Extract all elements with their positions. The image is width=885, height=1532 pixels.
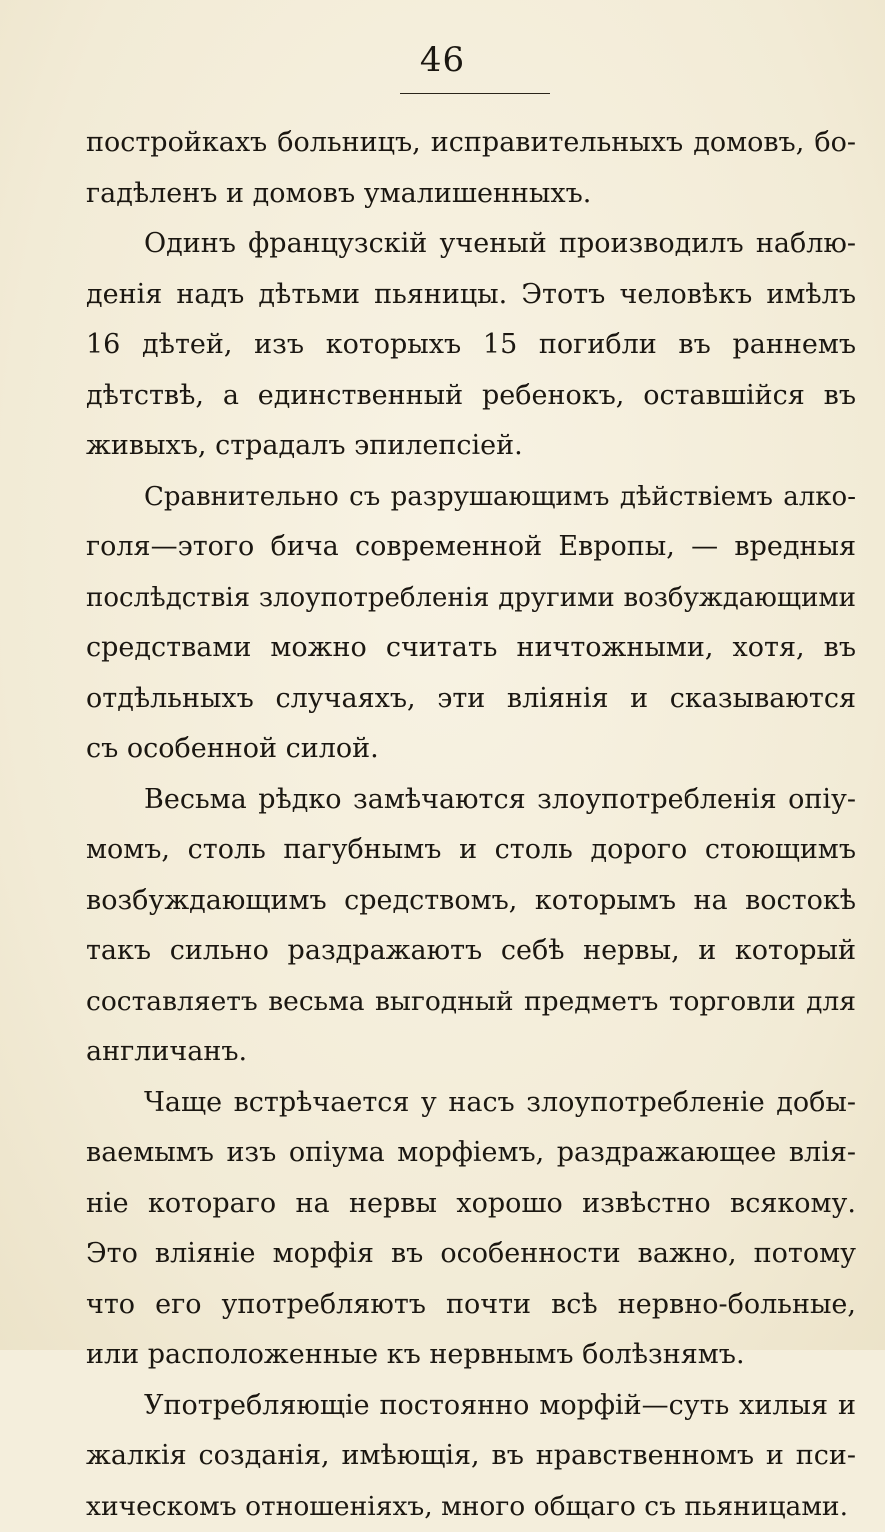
text-line: составляетъ весьма выгодный предметъ торговли для: [86, 977, 856, 1028]
text-line: возбуждающимъ средствомъ, которымъ на востокѣ: [86, 876, 856, 927]
text-line: англичанъ.: [86, 1027, 856, 1078]
text-line: что его употребляютъ почти всѣ нервно-больные,: [86, 1280, 856, 1331]
text-line: 16 дѣтей, изъ которыхъ 15 погибли въ раннемъ: [86, 320, 856, 371]
text-line: момъ, столь пагубнымъ и столь дорого стоющимъ: [86, 825, 856, 876]
text-line: гадѣленъ и домовъ умалишенныхъ.: [86, 169, 856, 220]
paragraph: [86, 219, 856, 472]
text-line: или расположенные къ нервнымъ болѣзнямъ.: [86, 1330, 856, 1381]
text-line: голя—этого бича современной Европы, — вредныя: [86, 522, 856, 573]
text-line: Весьма рѣдко замѣчаются злоупотребленія опіу-: [86, 775, 856, 826]
text-line: Это вліяніе морфія въ особенности важно, потому: [86, 1229, 856, 1280]
text-line: дѣтствѣ, а единственный ребенокъ, оставшійся въ: [86, 371, 856, 422]
text-line: такъ сильно раздражаютъ себѣ нервы, и который: [86, 926, 856, 977]
text-line: денія надъ дѣтьми пьяницы. Этотъ человѣкъ имѣлъ: [86, 270, 856, 321]
text-line: Чаще встрѣчается у насъ злоупотребленіе добы-: [86, 1078, 856, 1129]
text-line: ваемымъ изъ опіума морфіемъ, раздражающее влія-: [86, 1128, 856, 1179]
text-line: жалкія созданія, имѣющія, въ нравственномъ и пси-: [86, 1431, 856, 1482]
body-text: [86, 118, 856, 1532]
paragraph: [86, 472, 856, 775]
paragraph: [86, 775, 856, 1078]
text-line: Употребляющіе постоянно морфій—суть хилыя и: [86, 1381, 856, 1432]
text-line: отдѣльныхъ случаяхъ, эти вліянія и сказываются: [86, 674, 856, 725]
text-line: постройкахъ больницъ, исправительныхъ домовъ, бо-: [86, 118, 856, 169]
header-rule: [400, 93, 550, 94]
text-line: ніе котораго на нервы хорошо извѣстно всякому.: [86, 1179, 856, 1230]
paragraph: [86, 118, 856, 219]
paragraph: [86, 1078, 856, 1381]
text-line: живыхъ, страдалъ эпилепсіей.: [86, 421, 856, 472]
text-line: Сравнительно съ разрушающимъ дѣйствіемъ алко-: [86, 472, 856, 523]
text-line: Одинъ французскій ученый производилъ наблю-: [86, 219, 856, 270]
text-line: послѣдствія злоупотребленія другими возбуждающими: [86, 573, 856, 624]
paragraph: [86, 1381, 856, 1532]
text-line: средствами можно считать ничтожными, хотя, въ: [86, 623, 856, 674]
page-number: 46: [0, 40, 885, 80]
text-line: съ особенной силой.: [86, 724, 856, 775]
text-line: хическомъ отношеніяхъ, много общаго съ пьяницами.: [86, 1482, 856, 1532]
